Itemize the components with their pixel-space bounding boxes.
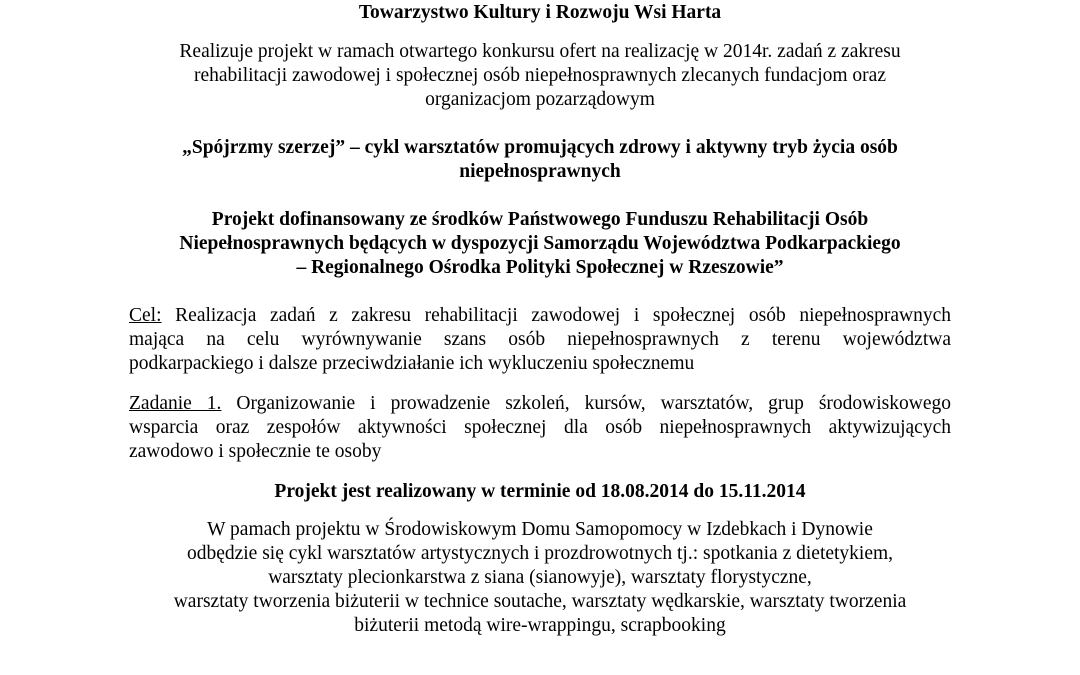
goal-line: podkarpackiego i dalsze przeciwdziałanie ich wykluczeniu społecznemu [129,353,695,374]
intro-paragraph [129,40,951,112]
funding-line: Niepełnosprawnych będących w dyspozycji Samorządu Województwa Podkarpackiego [179,233,901,254]
goal-text: Realizacja zadań z zakresu rehabilitacji zawodowej i społecznej osób niepełnosprawnych [161,305,951,326]
description-line: odbędzie się cykl warsztatów artystycznych i prozdrowotnych tj.: spotkania z dietetykiem, [186,543,894,564]
goal-paragraph [129,304,951,376]
project-title [129,136,951,184]
funding-line: Projekt dofinansowany ze środków Państwowego Funduszu Rehabilitacji Osób [211,209,869,230]
task-paragraph [129,392,951,464]
project-term: Projekt jest realizowany w terminie od 18.08.2014 do 15.11.2014 [274,481,806,502]
task-line: wsparcia oraz zespołów aktywności społecznej dla osób niepełnosprawnych aktywizujących [129,417,951,438]
description-line: biżuterii metodą wire-wrappingu, scrapbooking [354,615,726,636]
intro-line: rehabilitacji zawodowej i społecznej osób niepełnosprawnych zlecanych fundacjom oraz [194,65,886,86]
project-title-line: niepełnosprawnych [459,161,621,182]
project-title-line: „Spójrzmy szerzej” – cykl warsztatów promujących zdrowy i aktywny tryb życia osób [182,137,898,158]
funding-statement [129,208,951,280]
task-label: Zadanie 1. [129,393,222,414]
intro-line: Realizuje projekt w ramach otwartego konkursu ofert na realizację w 2014r. zadań z zakresu [179,41,901,62]
goal-line: mająca na celu wyrównywanie szans osób niepełnosprawnych z terenu województwa [129,329,951,350]
description-line: warsztaty plecionkarstwa z siana (sianowyje), warsztaty florystyczne, [268,567,812,588]
task-line: zawodowo i społecznie te osoby [129,441,382,462]
description-line: warsztaty tworzenia biżuterii w technice soutache, warsztaty wędkarskie, warsztaty tworzenia [173,591,907,612]
funding-line: – Regionalnego Ośrodka Polityki Społecznej w Rzeszowie” [296,257,784,278]
description-paragraph [129,518,951,638]
intro-line: organizacjom pozarządowym [425,89,655,110]
description-line: W pamach projektu w Środowiskowym Domu Samopomocy w Izdebkach i Dynowie [207,519,873,540]
goal-label: Cel: [129,305,162,326]
organization-title: Towarzystwo Kultury i Rozwoju Wsi Harta [358,2,722,23]
task-text: Organizowanie i prowadzenie szkoleń, kursów, warsztatów, grup środowiskowego [221,393,951,414]
